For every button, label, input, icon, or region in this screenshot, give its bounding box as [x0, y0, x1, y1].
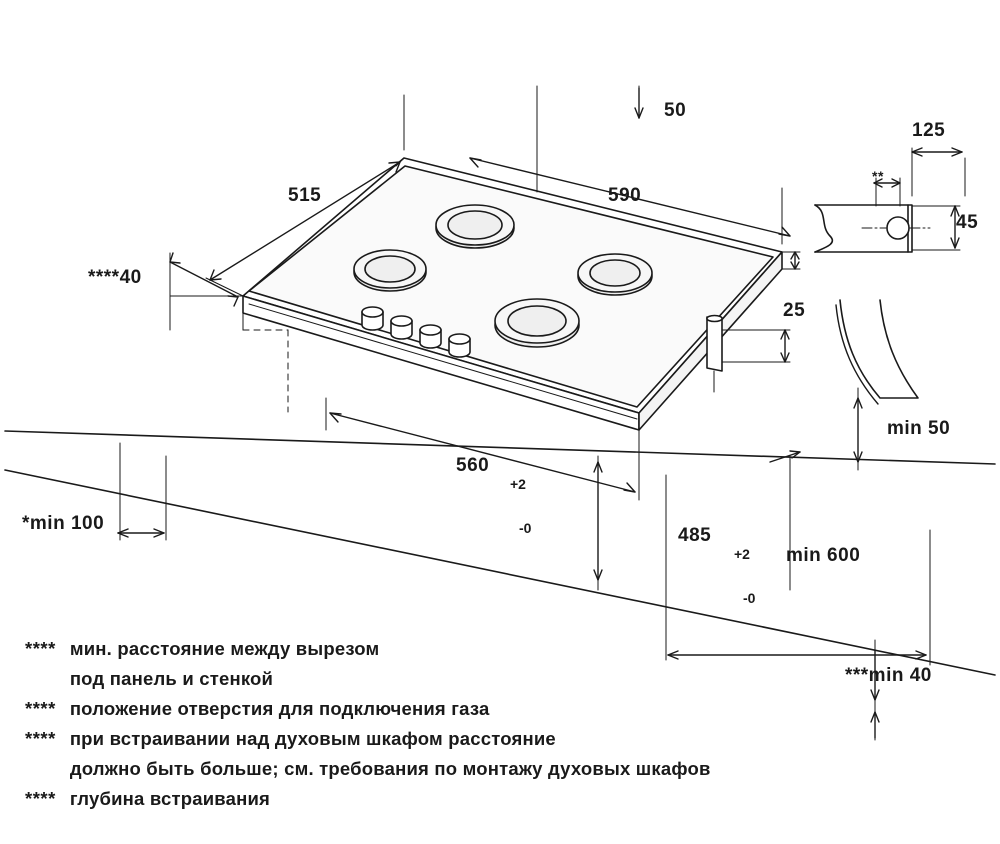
dim-label-min-100: *min 100 [22, 513, 105, 534]
dim-label-590: 590 [608, 185, 642, 206]
note-stars: **** [25, 788, 56, 809]
dim-label-min-40: ***min 40 [845, 665, 932, 686]
burner-front-right [578, 254, 652, 295]
note-line: глубина встраивания [69, 788, 271, 809]
note-line: положение отверстия для подключения газа [69, 698, 490, 719]
dim-label-125: 125 [912, 120, 946, 141]
dim-label-40: ****40 [88, 267, 142, 288]
tolerance-minus: -0 [519, 520, 532, 537]
note-line: мин. расстояние между вырезом [69, 638, 380, 659]
dim-label-485-tolerance [734, 518, 755, 636]
note-line: под панель и стенкой [69, 668, 274, 689]
note-stars: **** [25, 698, 56, 719]
note-item [25, 788, 885, 810]
dim-label-515: 515 [288, 185, 322, 206]
dim-label-50: 50 [664, 100, 687, 121]
note-item [25, 638, 885, 690]
note-line: при встраивании над духовым шкафом расстояние [69, 728, 556, 749]
dim-label-25: 25 [783, 300, 806, 321]
hob-support-leg [707, 316, 722, 372]
dim-label-485: 485 [678, 525, 712, 546]
hob-top-plate [243, 158, 782, 413]
tolerance-plus: +2 [510, 476, 526, 493]
dim-label-560-tolerance [510, 448, 531, 566]
note-stars: **** [25, 638, 56, 659]
dim-label-min-50: min 50 [887, 418, 951, 439]
dim-label-stars: ** [872, 168, 884, 184]
burner-rear-right [436, 205, 514, 248]
note-item [25, 698, 885, 720]
burner-front-left [495, 299, 579, 347]
note-line: должно быть больше; см. требования по монтажу духовых шкафов [69, 758, 711, 779]
tolerance-plus: +2 [734, 546, 750, 563]
dim-label-45: 45 [956, 212, 979, 233]
note-item [25, 728, 885, 780]
burner-rear-left [354, 250, 426, 291]
notes-legend [25, 638, 885, 810]
dim-label-min-600: min 600 [786, 545, 861, 566]
note-stars: **** [25, 728, 56, 749]
section-detail-view [815, 205, 930, 404]
tolerance-minus: -0 [743, 590, 756, 607]
dim-label-560: 560 [456, 455, 490, 476]
